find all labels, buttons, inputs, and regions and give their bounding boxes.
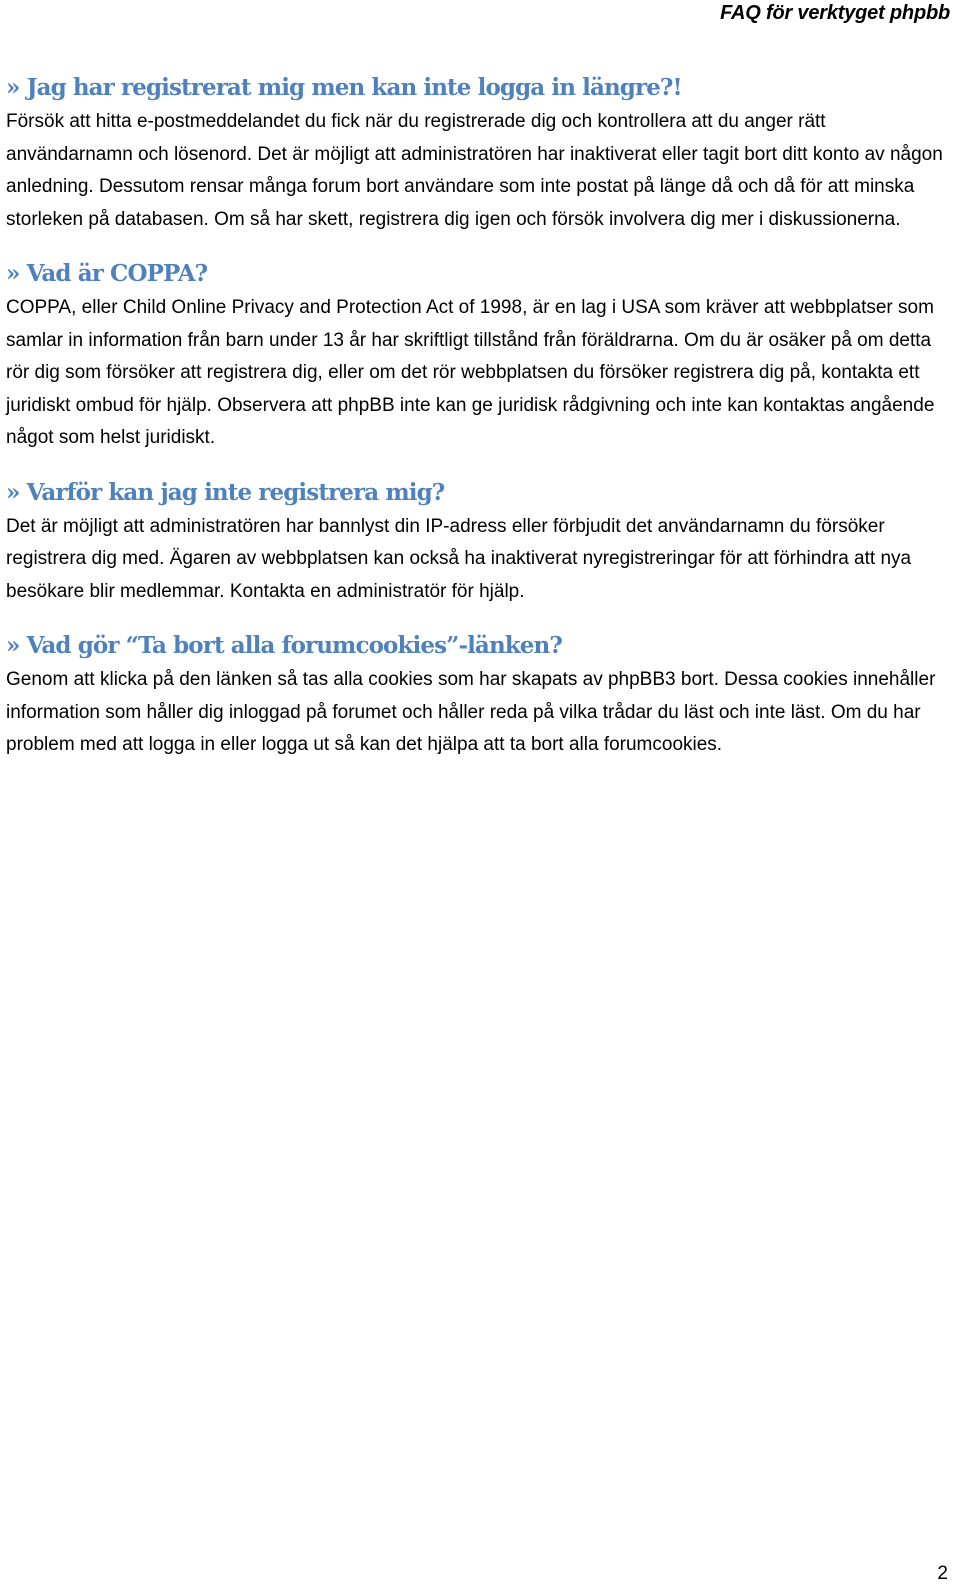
faq-answer: Försök att hitta e-postmeddelandet du fick när du registrerade dig och kontrollera att du anger rätt användarnamn och lösenord. Det är möjligt att administratören har inaktiverat eller tagit bort ditt konto av någon anledning. Dessutom rensar många forum bort användare som inte postat på länge då och då för att minska storleken på databasen. Om så har skett, registrera dig igen och försök involvera dig mer i diskussionerna. <box>6 111 943 230</box>
faq-question: » Vad är COPPA? <box>6 260 208 287</box>
faq-answer: COPPA, eller Child Online Privacy and Protection Act of 1998, är en lag i USA som kräver att webbplatser som samlar in information från barn under 13 år har skriftligt tillstånd från föräldrarna. Om du är osäker på om detta rör dig som försöker att registrera dig, eller om det rör webbplatsen du försöker registrera dig på, kontakta ett juridiskt ombud för hjälp. Observera att phpBB inte kan ge juridisk rådgivning och inte kan kontaktas angående något som helst juridiskt. <box>6 297 935 448</box>
faq-section-login <box>6 70 950 236</box>
faq-answer: Genom att klicka på den länken så tas alla cookies som har skapats av phpBB3 bort. Dessa cookies innehåller information som håller dig inloggad på forumet och håller reda på vilka trådar du läst och inte läst. Om du har problem med att logga in eller logga ut så kan det hjälpa att ta bort alla forumcookies. <box>6 669 936 755</box>
faq-question: » Varför kan jag inte registrera mig? <box>6 478 445 506</box>
faq-answer: Det är möjligt att administratören har bannlyst din IP-adress eller förbjudit det användarnamn du försöker registrera dig med. Ägaren av webbplatsen kan också ha inaktiverat nyregistreringar för att förhindra att nya besökare blir medlemmar. Kontakta en administratör för hjälp. <box>6 515 912 602</box>
page-header-title: FAQ för verktyget phpbb <box>720 2 950 24</box>
faq-section-cookies <box>6 628 950 762</box>
faq-question: » Vad gör “Ta bort alla forumcookies”-länken? <box>6 632 562 659</box>
faq-content <box>6 70 950 782</box>
faq-section-coppa <box>6 256 950 455</box>
faq-question: » Jag har registrerat mig men kan inte logga in längre?! <box>6 74 682 101</box>
page-number: 2 <box>937 1563 948 1584</box>
faq-section-register <box>6 475 950 609</box>
